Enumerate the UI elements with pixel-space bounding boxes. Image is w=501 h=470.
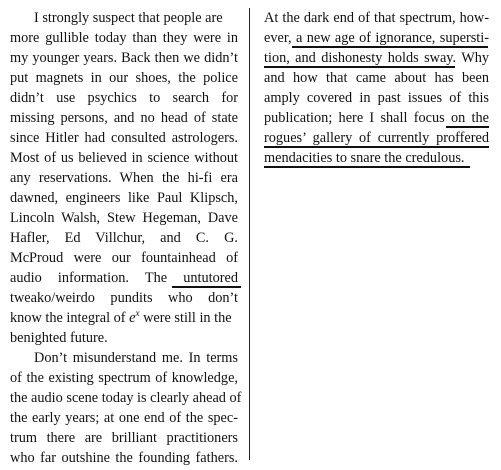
left-line-6: missing persons, and no head of state [10, 110, 238, 126]
left-line-17: benighted future. [10, 330, 108, 346]
right-line-4: and how that came about has been [264, 70, 489, 86]
left-line-10: dawned, engineers like Paul Klipsch, [10, 190, 238, 206]
left-line-2: more gullible today than they were in [10, 30, 238, 46]
left-line-8: Most of us believed in science without [10, 150, 238, 166]
left-line-23: who far outshine the founding fathers. [10, 450, 238, 466]
left-line-19: of the existing spectrum of knowledge, [10, 370, 238, 386]
left-line-7: since Hitler had consulted astrologers. [10, 130, 238, 146]
right-line-3: tion, and dishonesty holds sway. Why [264, 50, 489, 66]
right-line-7: rogues’ gallery of currently proffered [264, 130, 489, 146]
left-line-22: trum there are brilliant practitioners [10, 430, 238, 446]
math-base-e: e [129, 310, 136, 326]
left-line-9: any reservations. When the hi-fi era [10, 170, 238, 186]
still-text: were still in the [143, 310, 232, 326]
left-line-1: I strongly suspect that people are [34, 10, 223, 26]
right-line-8: mendacities to snare the credulous. [264, 150, 465, 166]
left-line-16 [10, 308, 238, 328]
right-line-2: ever, a new age of ignorance, supersti- [264, 30, 489, 46]
left-line-13: McProud were our fountainhead of [10, 250, 238, 266]
left-line-5: didn’t use psychics to search for [10, 90, 238, 106]
left-line-18: Don’t misunderstand me. In terms [34, 350, 238, 366]
column-divider [249, 8, 250, 460]
left-line-21: the early years; at one end of the spec- [10, 410, 238, 426]
left-line-15: tweako/weirdo pundits who don’t [10, 290, 238, 306]
left-line-14: audio information. The untutored [10, 270, 238, 286]
right-line-5: amply covered in past issues of this [264, 90, 489, 106]
left-line-11: Lincoln Walsh, Stew Hegeman, Dave [10, 210, 238, 226]
right-line-6: publication; here I shall focus on the [264, 110, 489, 126]
math-exponent-x: x [135, 308, 140, 318]
integral-text: know the integral of [10, 310, 126, 326]
left-line-20: the audio scene today is clearly ahead of [10, 390, 242, 406]
left-line-12: Hafler, Ed Villchur, and C. G. [10, 230, 238, 246]
right-line-1: At the dark end of that spectrum, how- [264, 10, 489, 26]
left-line-4: put magnets in our shoes, the police [10, 70, 238, 86]
left-line-3: my younger years. Back then we didn’t [10, 50, 238, 66]
